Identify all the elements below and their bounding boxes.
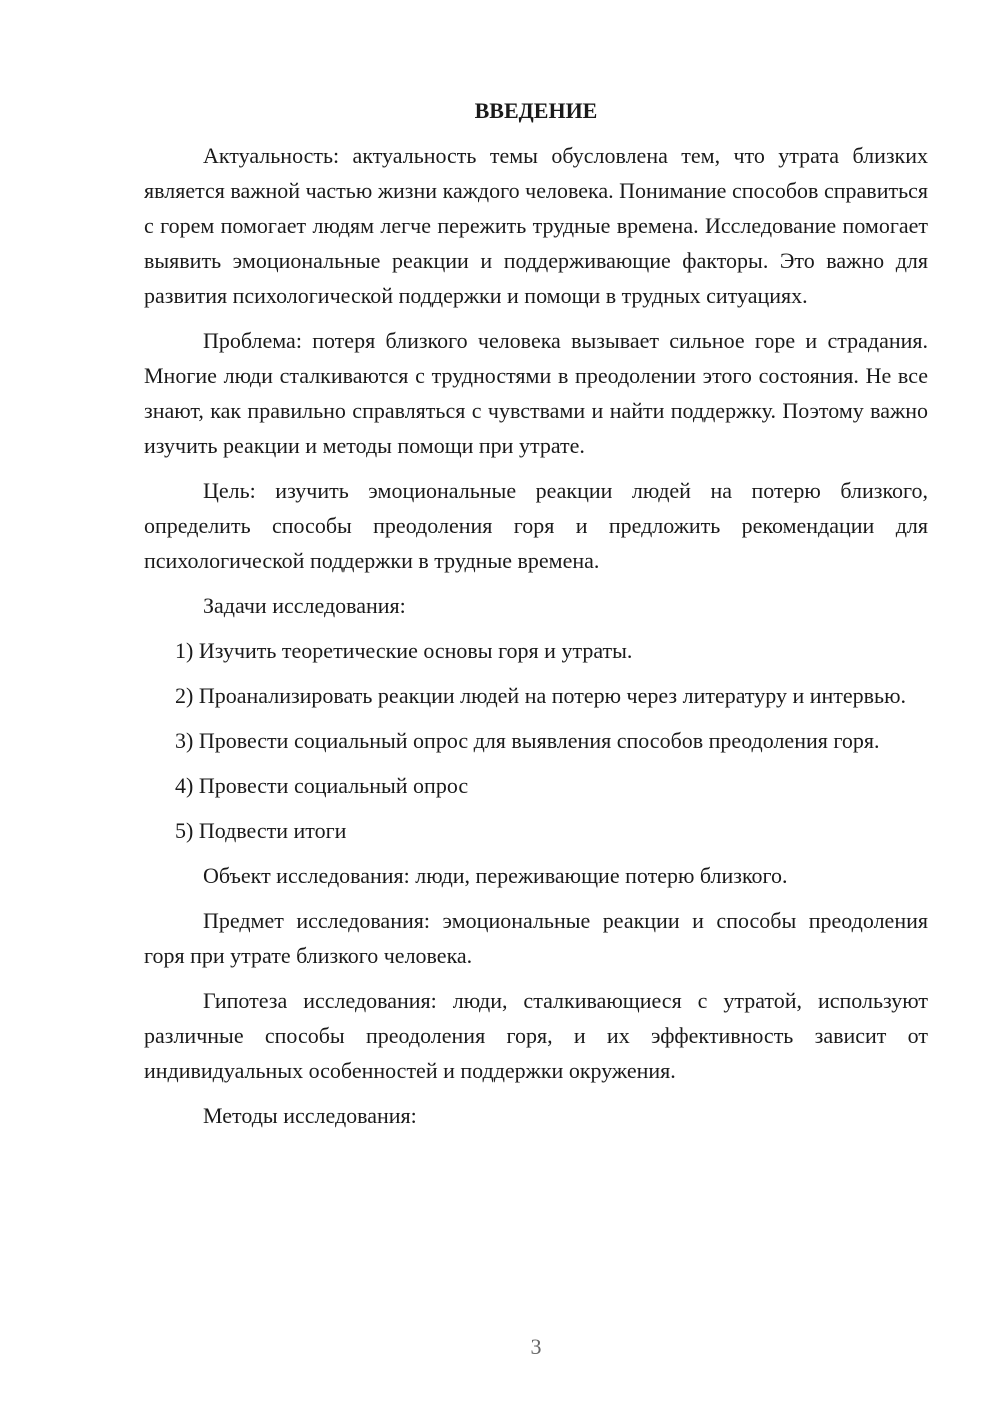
page-number: 3	[530, 1334, 542, 1359]
tasks-heading: Задачи исследования:	[203, 593, 406, 618]
page-title: ВВЕДЕНИЕ	[474, 98, 598, 123]
task-item-1: 1) Изучить теоретические основы горя и утраты.	[175, 638, 633, 663]
paragraph-methods: Методы исследования:	[203, 1103, 417, 1128]
paragraph-subject: Предмет исследования: эмоциональные реакции и способы преодоления горя при утрате близкого человека.	[144, 908, 928, 968]
paragraph-problem: Проблема: потеря близкого человека вызывает сильное горе и страдания. Многие люди сталкиваются с трудностями в преодолении этого состояния. Не все знают, как правильно справляться с чувствами и найти поддержку. Поэтому важно изучить реакции и методы помощи при утрате.	[144, 328, 928, 458]
task-item-2: 2) Проанализировать реакции людей на потерю через литературу и интервью.	[175, 683, 907, 708]
task-item-4: 4) Провести социальный опрос	[175, 773, 469, 798]
paragraph-hypothesis: Гипотеза исследования: люди, сталкивающиеся с утратой, используют различные способы преодоления горя, и их эффективность зависит от индивидуальных особенностей и поддержки окружения.	[144, 988, 928, 1083]
document-page	[144, 94, 928, 1143]
paragraph-goal: Цель: изучить эмоциональные реакции людей на потерю близкого, определить способы преодоления горя и предложить рекомендации для психологической поддержки в трудные времена.	[144, 478, 928, 573]
paragraph-object: Объект исследования: люди, переживающие потерю близкого.	[203, 863, 788, 888]
task-item-5: 5) Подвести итоги	[175, 818, 347, 843]
task-item-3: 3) Провести социальный опрос для выявления способов преодоления горя.	[175, 728, 880, 753]
paragraph-relevance: Актуальность: актуальность темы обусловлена тем, что утрата близких является важной частью жизни каждого человека. Понимание способов справиться с горем помогает людям легче пережить трудные времена. Исследование помогает выявить эмоциональные реакции и поддерживающие факторы. Это важно для развития психологической поддержки и помощи в трудных ситуациях.	[144, 143, 928, 308]
